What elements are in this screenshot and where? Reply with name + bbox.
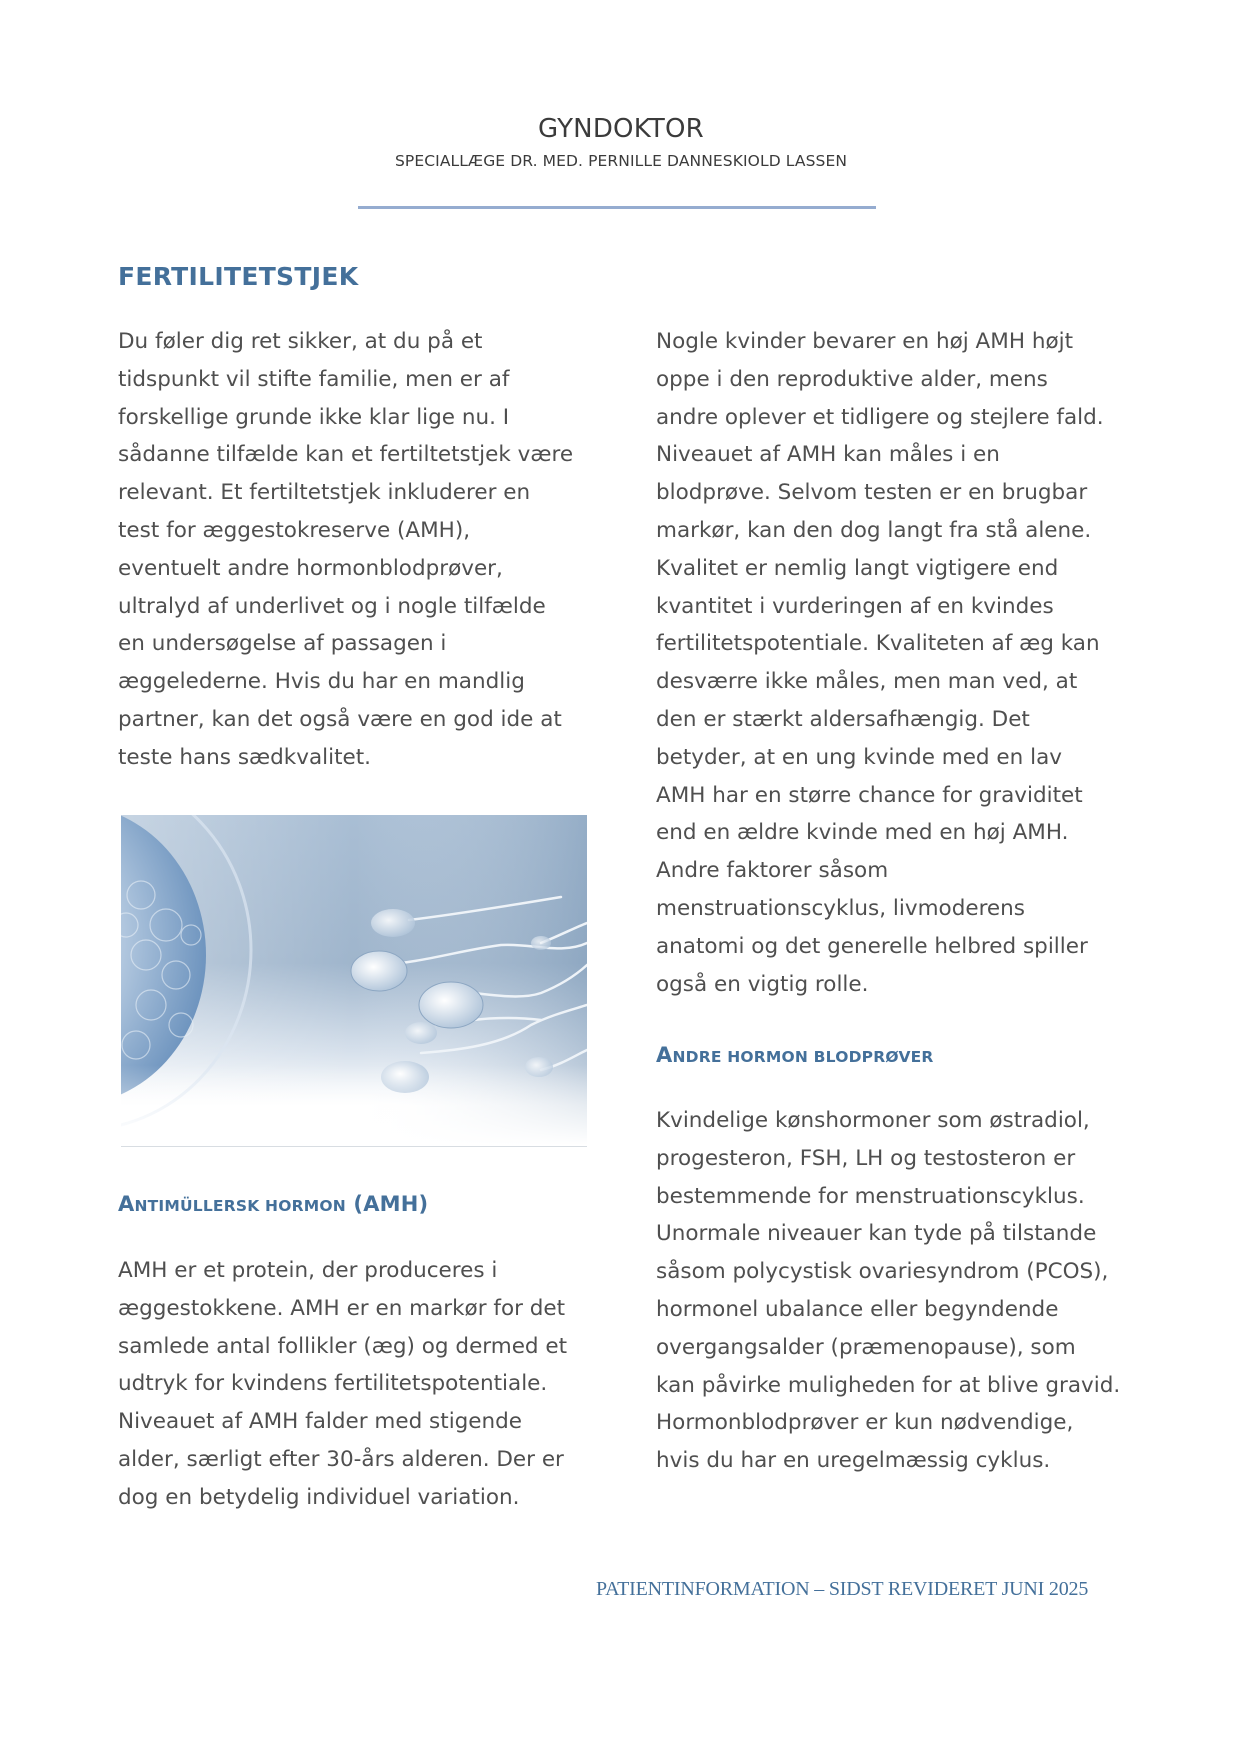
text-line: Unormale niveauer kan tyde på tilstande (656, 1221, 1097, 1247)
text-line: Hormonblodprøver er kun nødvendige, (656, 1410, 1074, 1436)
sperm-egg-illustration (121, 815, 587, 1145)
text-line: bestemmende for menstruationscyklus. (656, 1183, 1085, 1209)
text-line: udtryk for kvindens fertilitetspotentiale. (118, 1371, 548, 1397)
text-line: fertilitetspotentiale. Kvaliteten af æg kan (656, 631, 1100, 657)
text-line: Kvalitet er nemlig langt vigtigere end (656, 555, 1059, 581)
text-line: kvantitet i vurderingen af en kvindes (656, 593, 1054, 619)
text-line: partner, kan det også være en god ide at (118, 706, 562, 732)
text-line: ultralyd af underlivet og i nogle tilfælde (118, 593, 546, 619)
text-line: kan påvirke muligheden for at blive gravid. (656, 1372, 1121, 1398)
document-header (0, 112, 1242, 170)
text-line: progesteron, FSH, LH og testosteron er (656, 1145, 1076, 1171)
sperm-egg-image (121, 815, 587, 1145)
text-line: overgangsalder (præmenopause), som (656, 1334, 1076, 1360)
header-divider (358, 206, 876, 209)
text-line: Kvindelige kønshormoner som østradiol, (656, 1108, 1090, 1133)
text-line: test for æggestokreserve (AMH), (118, 517, 471, 543)
amh-paragraph (118, 1252, 598, 1517)
text-line: tidspunkt vil stifte familie, men er af (118, 366, 510, 392)
text-line: sådanne tilfælde kan et fertiltetstjek være (118, 442, 574, 468)
text-line: betyder, at en ung kvinde med en lav (656, 744, 1062, 770)
text-line: markør, kan den dog langt fra stå alene. (656, 517, 1092, 543)
text-line: eventuelt andre hormonblodprøver, (118, 555, 503, 581)
text-line: Niveauet af AMH kan måles i en (656, 442, 1000, 468)
text-line: såsom polycystisk ovariesyndrom (PCOS), (656, 1259, 1109, 1285)
text-line: også en vigtig rolle. (656, 971, 869, 997)
image-bottom-divider (121, 1146, 587, 1147)
text-line: andre oplever et tidligere og stejlere fald. (656, 404, 1104, 430)
hormone-section-heading: ANDRE HORMON BLODPRØVER (656, 1043, 934, 1067)
text-line: hvis du har en uregelmæssig cyklus. (656, 1448, 1051, 1474)
text-line: menstruationscyklus, livmoderens (656, 895, 1025, 921)
text-line: AMH har en større chance for graviditet (656, 782, 1083, 808)
amh-section-heading: ANTIMÜLLERSK HORMON (AMH) (118, 1192, 429, 1216)
text-line: den er stærkt aldersafhængig. Det (656, 706, 1030, 732)
text-line: dog en betydelig individuel variation. (118, 1484, 520, 1510)
text-line: forskellige grunde ikke klar lige nu. I (118, 404, 510, 430)
text-line: alder, særligt efter 30-års alderen. Der er (118, 1446, 564, 1472)
text-line: AMH er et protein, der produceres i (118, 1258, 498, 1283)
amh-continued-paragraph (656, 323, 1136, 1003)
text-line: Andre faktorer såsom (656, 858, 889, 884)
text-line: Niveauet af AMH falder med stigende (118, 1409, 523, 1435)
brand-subtitle: SPECIALLÆGE DR. MED. PERNILLE DANNESKIOLD LASSEN (394, 152, 848, 170)
document-footer: PATIENTINFORMATION – SIDST REVIDERET JUNI 2025 (596, 1578, 1089, 1600)
text-line: en undersøgelse af passagen i (118, 631, 447, 657)
text-line: teste hans sædkvalitet. (118, 744, 371, 770)
text-line: relevant. Et fertiltetstjek inkluderer en (118, 480, 531, 506)
text-line: end en ældre kvinde med en høj AMH. (656, 820, 1069, 846)
text-line: oppe i den reproduktive alder, mens (656, 366, 1048, 392)
text-line: æggestokkene. AMH er en markør for det (118, 1295, 566, 1321)
text-line: Du føler dig ret sikker, at du på et (118, 329, 483, 354)
intro-paragraph (118, 323, 598, 777)
text-line: æggelederne. Hvis du har en mandlig (118, 669, 525, 695)
text-line: desværre ikke måles, men man ved, at (656, 669, 1078, 695)
page-title: FERTILITETSTJEK (118, 262, 359, 291)
text-line: hormonel ubalance eller begyndende (656, 1296, 1059, 1322)
hormone-paragraph (656, 1102, 1136, 1480)
text-line: Nogle kvinder bevarer en høj AMH højt (656, 329, 1074, 354)
text-line: blodprøve. Selvom testen er en brugbar (656, 480, 1088, 506)
text-line: anatomi og det generelle helbred spiller (656, 933, 1088, 959)
brand-name: GYNDOKTOR (538, 114, 704, 144)
text-line: samlede antal follikler (æg) og dermed et (118, 1333, 568, 1359)
